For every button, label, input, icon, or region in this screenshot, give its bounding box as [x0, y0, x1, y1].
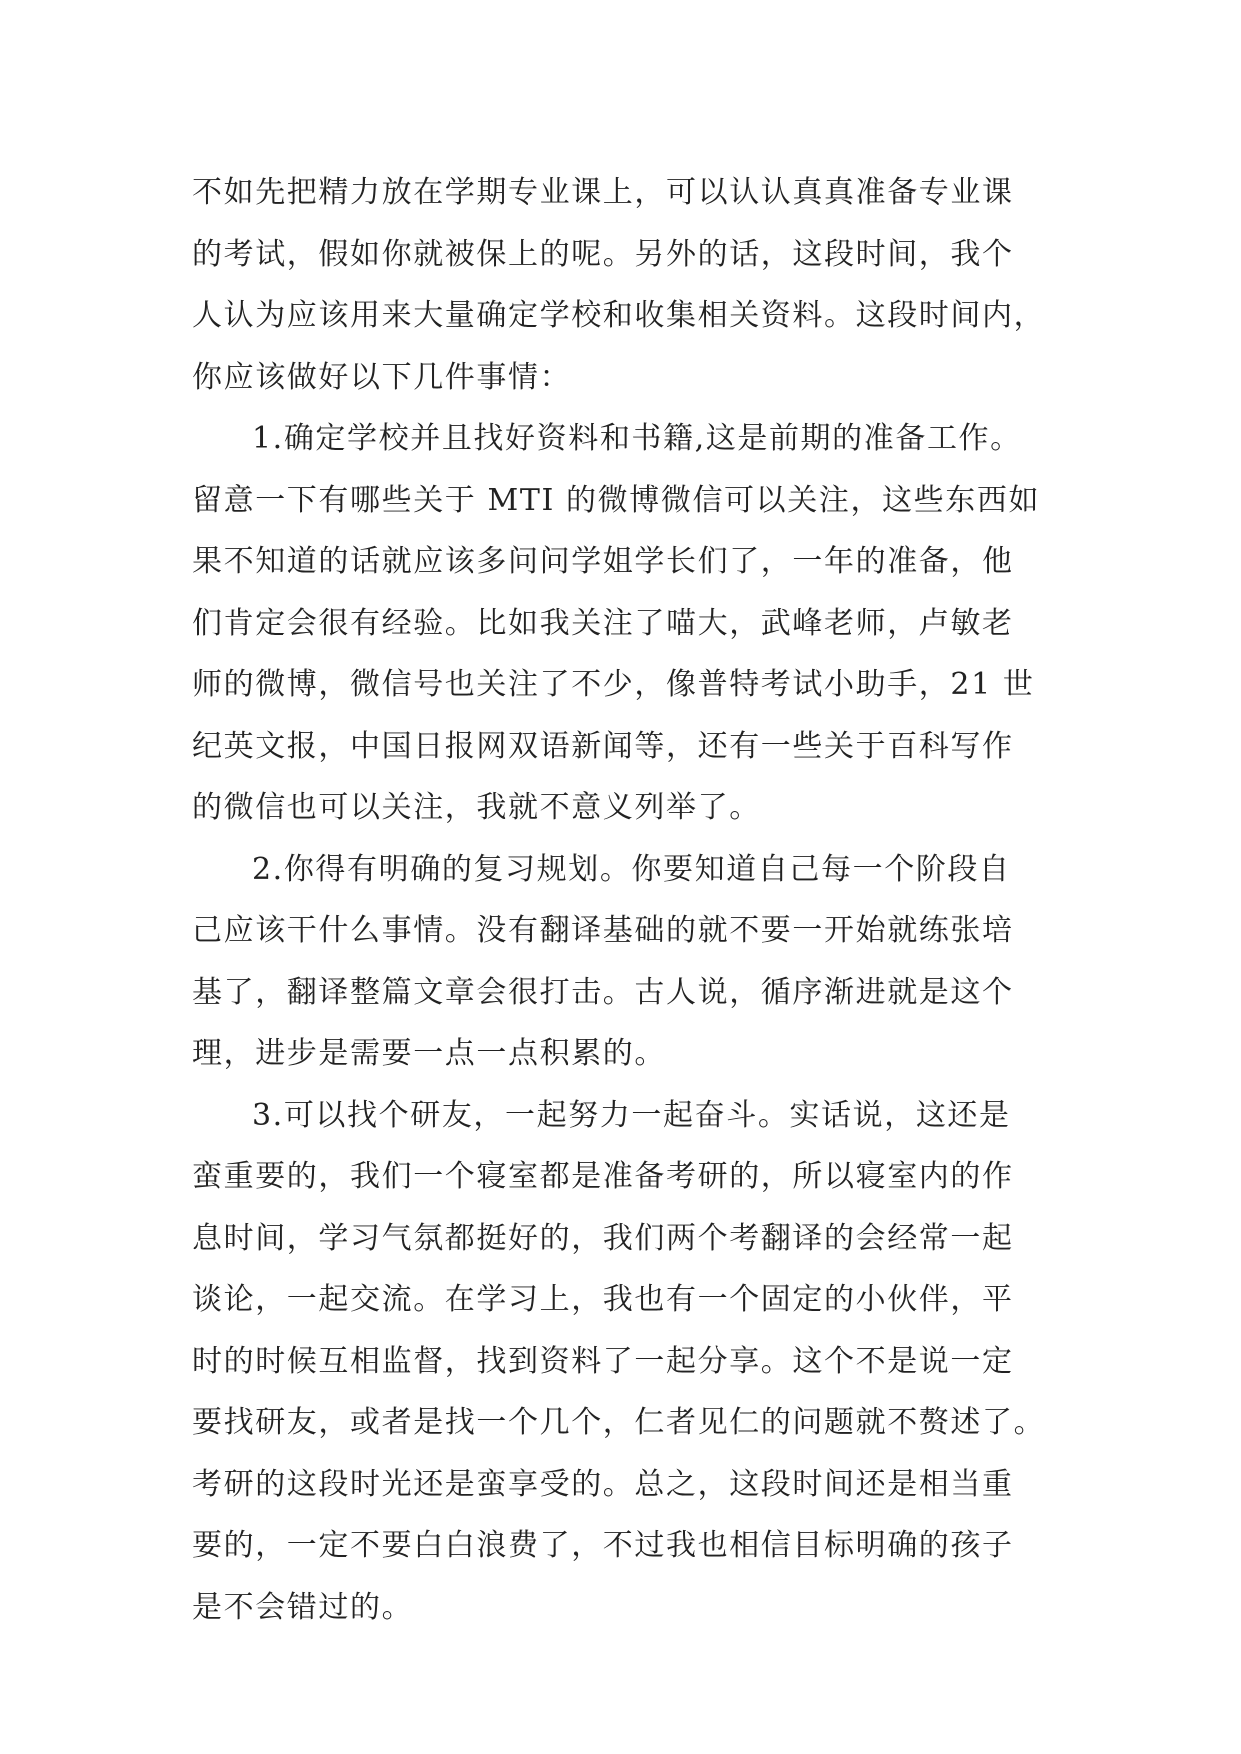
text-line: 己应该干什么事情。没有翻译基础的就不要一开始就练张培	[192, 913, 1014, 948]
text-line: 时的时候互相监督，找到资料了一起分享。这个不是说一定	[192, 1343, 1014, 1379]
text-line: 理，进步是需要一点一点积累的。	[192, 1036, 666, 1071]
text-line: 不如先把精力放在学期专业课上，可以认认真真准备专业课	[192, 175, 1014, 210]
text-line: 1.确定学校并且找好资料和书籍,这是前期的准备工作。	[252, 421, 1022, 456]
text-line: 人认为应该用来大量确定学校和收集相关资料。这段时间内，	[192, 298, 1046, 333]
text-line: 果不知道的话就应该多问问学姐学长们了，一年的准备，他	[192, 544, 1014, 579]
text-line: 留意一下有哪些关于 MTI 的微博微信可以关注，这些东西如	[192, 482, 1041, 518]
text-line: 的考试，假如你就被保上的呢。另外的话，这段时间，我个	[192, 236, 1014, 272]
text-line: 考研的这段时光还是蛮享受的。总之，这段时间还是相当重	[192, 1466, 1014, 1502]
text-line: 2.你得有明确的复习规划。你要知道自己每一个阶段自	[252, 851, 1011, 887]
text-line: 要找研友，或者是找一个几个，仁者见仁的问题就不赘述了。	[192, 1405, 1046, 1440]
text-line: 蛮重要的，我们一个寝室都是准备考研的，所以寝室内的作	[192, 1159, 1014, 1194]
text-line: 师的微博，微信号也关注了不少，像普特考试小助手，21 世	[192, 667, 1035, 702]
text-line: 息时间，学习气氛都挺好的，我们两个考翻译的会经常一起	[192, 1220, 1014, 1256]
text-line: 你应该做好以下几件事情：	[192, 359, 572, 395]
text-line: 的微信也可以关注，我就不意义列举了。	[192, 790, 761, 825]
text-line: 是不会错过的。	[192, 1589, 414, 1625]
text-line: 谈论，一起交流。在学习上，我也有一个固定的小伙伴，平	[192, 1282, 1014, 1317]
document-body	[192, 162, 1072, 1638]
text-line: 要的，一定不要白白浪费了，不过我也相信目标明确的孩子	[192, 1528, 1014, 1563]
text-line: 3.可以找个研友，一起努力一起奋斗。实话说，这还是	[252, 1097, 1011, 1133]
text-line: 纪英文报，中国日报网双语新闻等，还有一些关于百科写作	[192, 728, 1014, 764]
text-line: 基了，翻译整篇文章会很打击。古人说，循序渐进就是这个	[192, 974, 1014, 1010]
text-line: 们肯定会很有经验。比如我关注了喵大，武峰老师，卢敏老	[192, 605, 1014, 641]
